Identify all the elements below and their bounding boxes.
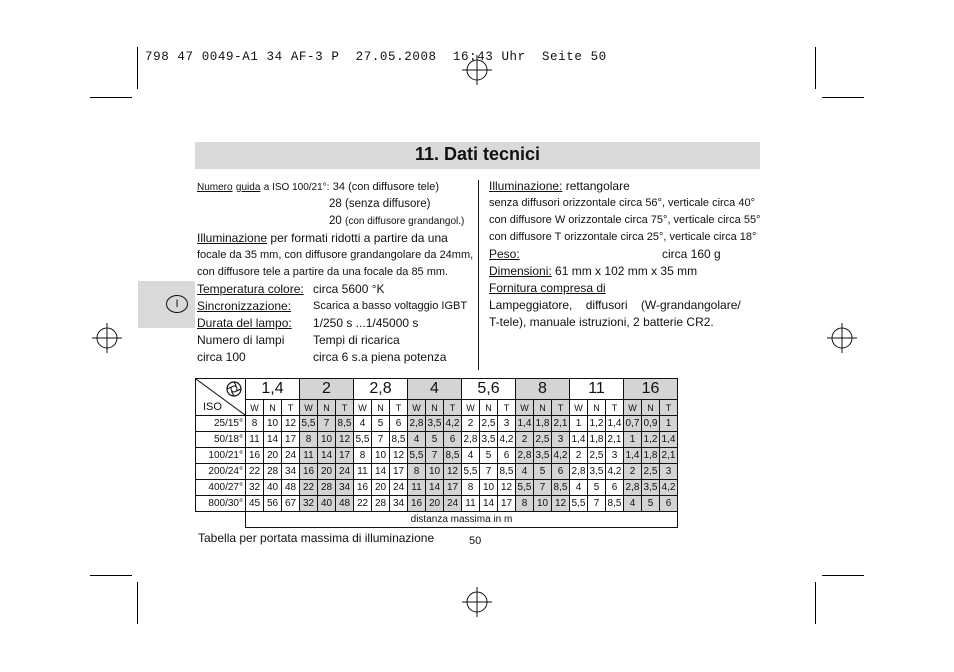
- range-cell: 6: [552, 464, 570, 480]
- aperture-header: 2,8: [354, 379, 408, 400]
- range-cell: 5,5: [300, 416, 318, 432]
- supply-text-2: T-tele), manuale istruzioni, 2 batterie CR2.: [489, 315, 714, 329]
- subheader-cell: N: [480, 400, 498, 416]
- range-cell: 10: [264, 416, 282, 432]
- range-cell: 48: [282, 480, 300, 496]
- range-cell: 5: [480, 448, 498, 464]
- subheader-row: [196, 400, 678, 416]
- table-row: [196, 464, 678, 480]
- range-cell: 1,8: [534, 416, 552, 432]
- range-cell: 6: [498, 448, 516, 464]
- crop-mark: [815, 47, 816, 89]
- range-cell: 4: [624, 496, 642, 512]
- range-cell: 12: [552, 496, 570, 512]
- range-cell: 10: [534, 496, 552, 512]
- range-cell: 2,8: [570, 464, 588, 480]
- range-cell: 1: [570, 416, 588, 432]
- range-cell: 8: [516, 496, 534, 512]
- range-cell: 11: [300, 448, 318, 464]
- iso-corner-cell: [196, 379, 246, 416]
- range-cell: 5,5: [408, 448, 426, 464]
- flashes-label: Numero di lampi: [197, 333, 285, 347]
- range-cell: 2,5: [588, 448, 606, 464]
- range-cell: 8: [408, 464, 426, 480]
- range-cell: 3: [552, 432, 570, 448]
- guide-number-bare: 28 (senza diffusore): [329, 198, 431, 210]
- aperture-header: 1,4: [246, 379, 300, 400]
- subheader-cell: W: [624, 400, 642, 416]
- range-cell: 3: [660, 464, 678, 480]
- range-cell: 34: [282, 464, 300, 480]
- range-cell: 3,5: [588, 464, 606, 480]
- iso-row-label: 400/27°: [196, 480, 246, 496]
- range-cell: 14: [372, 464, 390, 480]
- iso-row-label: 25/15°: [196, 416, 246, 432]
- range-cell: 40: [318, 496, 336, 512]
- range-cell: 22: [300, 480, 318, 496]
- range-cell: 5: [534, 464, 552, 480]
- range-cell: 10: [372, 448, 390, 464]
- range-cell: 28: [318, 480, 336, 496]
- crop-mark: [815, 582, 816, 624]
- color-temp-row: [197, 281, 467, 298]
- supply-text-1: Lampeggiatore, diffusori (W-grandangolare/: [489, 298, 741, 312]
- illumination-text: per formati ridotti a partire da una: [270, 231, 448, 245]
- range-cell: 2,8: [408, 416, 426, 432]
- range-cell: 24: [390, 480, 408, 496]
- range-cell: 20: [318, 464, 336, 480]
- aperture-header: 5,6: [462, 379, 516, 400]
- subheader-cell: N: [372, 400, 390, 416]
- flashes-value-row: [197, 349, 467, 366]
- range-cell: 17: [336, 448, 354, 464]
- subheader-cell: W: [462, 400, 480, 416]
- subheader-cell: N: [534, 400, 552, 416]
- range-cell: 2: [516, 432, 534, 448]
- range-cell: 1: [624, 432, 642, 448]
- sync-label: Sincronizzazione:: [197, 299, 292, 313]
- aperture-row: [196, 379, 678, 400]
- range-cell: 45: [246, 496, 264, 512]
- flashes-value: circa 100: [197, 350, 246, 364]
- range-cell: 34: [390, 496, 408, 512]
- range-cell: 2: [570, 448, 588, 464]
- guide-number-tele: 34 (con diffusore tele): [332, 181, 439, 193]
- subheader-cell: W: [354, 400, 372, 416]
- range-cell: 16: [354, 480, 372, 496]
- range-cell: 17: [390, 464, 408, 480]
- range-cell: 0,7: [624, 416, 642, 432]
- table-caption: Tabella per portata massima di illuminazione: [198, 531, 435, 545]
- subheader-cell: N: [642, 400, 660, 416]
- range-cell: 1,2: [588, 416, 606, 432]
- range-cell: 8,5: [606, 496, 624, 512]
- illumination-line: [197, 230, 467, 247]
- range-cell: 34: [336, 480, 354, 496]
- table-row: [196, 496, 678, 512]
- illumination-label: Illuminazione: [197, 231, 268, 245]
- guide-number-line: [197, 178, 467, 196]
- subheader-cell: T: [282, 400, 300, 416]
- range-cell: 2,8: [624, 480, 642, 496]
- range-cell: 24: [336, 464, 354, 480]
- range-cell: 12: [336, 432, 354, 448]
- sync-row: [197, 298, 467, 315]
- range-cell: 5,5: [570, 496, 588, 512]
- subheader-cell: W: [516, 400, 534, 416]
- range-cell: 32: [246, 480, 264, 496]
- range-cell: 4,2: [660, 480, 678, 496]
- table-row: [196, 432, 678, 448]
- aperture-header: 2: [300, 379, 354, 400]
- weight-row: [489, 246, 759, 263]
- range-cell: 5: [588, 480, 606, 496]
- range-cell: 3,5: [642, 480, 660, 496]
- subheader-cell: N: [318, 400, 336, 416]
- range-cell: 2,5: [480, 416, 498, 432]
- range-cell: 16: [246, 448, 264, 464]
- color-temp-label: Temperatura colore:: [197, 282, 304, 296]
- subheader-cell: N: [426, 400, 444, 416]
- range-cell: 48: [336, 496, 354, 512]
- range-cell: 0,9: [642, 416, 660, 432]
- range-cell: 3: [606, 448, 624, 464]
- range-cell: 1: [660, 416, 678, 432]
- range-cell: 20: [264, 448, 282, 464]
- range-cell: 4: [570, 480, 588, 496]
- range-cell: 8: [354, 448, 372, 464]
- table-row: [196, 448, 678, 464]
- table-footer-row: [196, 512, 678, 528]
- range-cell: 3,5: [480, 432, 498, 448]
- range-cell: 14: [426, 480, 444, 496]
- range-cell: 6: [606, 480, 624, 496]
- supply-label: Fornitura compresa di: [489, 281, 606, 295]
- dimensions-value: 61 mm x 102 mm x 35 mm: [555, 264, 698, 278]
- range-cell: 5,5: [516, 480, 534, 496]
- range-cell: 12: [390, 448, 408, 464]
- recharge-value: circa 6 s.a piena potenza: [313, 350, 447, 364]
- section-title-bar: [195, 142, 760, 169]
- dimensions-row: [489, 263, 759, 280]
- aperture-header: 4: [408, 379, 462, 400]
- range-cell: 2,8: [516, 448, 534, 464]
- range-cell: 4,2: [498, 432, 516, 448]
- range-cell: 2,1: [660, 448, 678, 464]
- range-cell: 2: [624, 464, 642, 480]
- iso-label: ISO: [203, 401, 222, 413]
- range-cell: 67: [282, 496, 300, 512]
- language-tab-label: I: [166, 295, 188, 313]
- range-cell: 1,4: [660, 432, 678, 448]
- subheader-cell: T: [660, 400, 678, 416]
- registration-mark-icon: [827, 323, 857, 353]
- range-cell: 8,5: [444, 448, 462, 464]
- subheader-cell: T: [444, 400, 462, 416]
- range-cell: 12: [282, 416, 300, 432]
- guide-number-label-1: Numero: [197, 182, 233, 193]
- range-cell: 17: [498, 496, 516, 512]
- range-cell: 6: [390, 416, 408, 432]
- iso-row-label: 800/30°: [196, 496, 246, 512]
- page-title: 11. Dati tecnici: [414, 144, 541, 164]
- range-cell: 11: [462, 496, 480, 512]
- recharge-label: Tempi di ricarica: [313, 333, 400, 347]
- range-cell: 5: [372, 416, 390, 432]
- range-cell: 20: [372, 480, 390, 496]
- range-cell: 11: [408, 480, 426, 496]
- registration-mark-icon: [92, 323, 122, 353]
- subheader-cell: T: [606, 400, 624, 416]
- coverage-w-diffuser: con diffusore W orizzontale circa 75°, verticale circa 55°: [489, 214, 761, 226]
- range-cell: 20: [426, 496, 444, 512]
- range-table: [195, 378, 678, 528]
- dimensions-label: Dimensioni:: [489, 264, 552, 278]
- range-cell: 1,4: [624, 448, 642, 464]
- guide-number-wide-note: (con diffusore grandangol.): [345, 216, 465, 227]
- range-cell: 2: [462, 416, 480, 432]
- range-cell: 12: [444, 464, 462, 480]
- range-cell: 8: [246, 416, 264, 432]
- subheader-cell: N: [264, 400, 282, 416]
- range-cell: 5: [426, 432, 444, 448]
- range-cell: 7: [318, 416, 336, 432]
- guide-number-wide-value: 20: [329, 215, 342, 227]
- subheader-cell: W: [300, 400, 318, 416]
- range-cell: 8,5: [552, 480, 570, 496]
- registration-mark-icon: [462, 587, 492, 617]
- range-cell: 2,5: [534, 432, 552, 448]
- range-cell: 5,5: [462, 464, 480, 480]
- range-cell: 8,5: [336, 416, 354, 432]
- range-cell: 40: [264, 480, 282, 496]
- subheader-cell: W: [408, 400, 426, 416]
- range-cell: 22: [246, 464, 264, 480]
- duration-row: [197, 315, 467, 332]
- range-cell: 16: [408, 496, 426, 512]
- table-row: [196, 416, 678, 432]
- range-cell: 4,2: [552, 448, 570, 464]
- guide-number-label-2: guida: [235, 182, 261, 193]
- coverage-no-diffuser: senza diffusori orizzontale circa 56°, verticale circa 40°: [489, 197, 755, 209]
- crop-mark: [137, 582, 138, 624]
- range-cell: 14: [480, 496, 498, 512]
- print-header: 798 47 0049-A1 34 AF-3 P 27.05.2008 16:43 Uhr Seite 50: [145, 50, 607, 64]
- range-cell: 3,5: [534, 448, 552, 464]
- table-footer: distanza massima in m: [246, 512, 678, 528]
- range-cell: 1,4: [570, 432, 588, 448]
- range-cell: 1,8: [588, 432, 606, 448]
- coverage-row: [489, 178, 759, 195]
- crop-mark: [90, 575, 132, 576]
- range-cell: 10: [318, 432, 336, 448]
- range-cell: 1,8: [642, 448, 660, 464]
- weight-value: circa 160 g: [662, 247, 721, 261]
- range-cell: 7: [372, 432, 390, 448]
- range-cell: 7: [588, 496, 606, 512]
- coverage-value: rettangolare: [565, 179, 630, 193]
- range-cell: 6: [444, 432, 462, 448]
- subheader-cell: W: [570, 400, 588, 416]
- range-cell: 4: [408, 432, 426, 448]
- range-cell: 8,5: [498, 464, 516, 480]
- range-cell: 22: [354, 496, 372, 512]
- range-cell: 32: [300, 496, 318, 512]
- range-cell: 56: [264, 496, 282, 512]
- footer-spacer: [196, 512, 246, 528]
- column-divider: [478, 180, 479, 370]
- range-cell: 3,5: [426, 416, 444, 432]
- range-cell: 28: [264, 464, 282, 480]
- range-cell: 8,5: [390, 432, 408, 448]
- language-tab: [138, 281, 195, 328]
- range-cell: 7: [480, 464, 498, 480]
- iso-row-label: 100/21°: [196, 448, 246, 464]
- left-column: [197, 178, 474, 366]
- subheader-cell: T: [390, 400, 408, 416]
- duration-label: Durata del lampo:: [197, 316, 292, 330]
- aperture-header: 8: [516, 379, 570, 400]
- subheader-cell: W: [246, 400, 264, 416]
- range-cell: 11: [246, 432, 264, 448]
- illumination-text-2: focale da 35 mm, con diffusore grandangolare da 24mm,: [197, 249, 474, 261]
- range-cell: 4: [354, 416, 372, 432]
- range-cell: 4,2: [444, 416, 462, 432]
- crop-mark: [822, 575, 864, 576]
- range-cell: 24: [282, 448, 300, 464]
- range-cell: 6: [660, 496, 678, 512]
- subheader-cell: T: [336, 400, 354, 416]
- aperture-header: 16: [624, 379, 678, 400]
- flashes-row: [197, 332, 467, 349]
- range-cell: 1,4: [606, 416, 624, 432]
- range-cell: 7: [534, 480, 552, 496]
- range-cell: 11: [354, 464, 372, 480]
- aperture-header: 11: [570, 379, 624, 400]
- range-cell: 4: [462, 448, 480, 464]
- sync-value: Scarica a basso voltaggio IGBT: [313, 300, 468, 312]
- page-number: 50: [469, 535, 482, 547]
- aperture-icon: [226, 381, 242, 397]
- iso-row-label: 200/24°: [196, 464, 246, 480]
- range-cell: 8: [300, 432, 318, 448]
- guide-number-wide-line: [197, 213, 467, 230]
- range-cell: 10: [426, 464, 444, 480]
- range-cell: 1,4: [516, 416, 534, 432]
- crop-mark: [822, 97, 864, 98]
- crop-mark: [90, 97, 132, 98]
- duration-value: 1/250 s ...1/45000 s: [313, 316, 419, 330]
- iso-row-label: 50/18°: [196, 432, 246, 448]
- range-cell: 28: [372, 496, 390, 512]
- illumination-text-3: con diffusore tele a partire da una focale da 85 mm.: [197, 266, 449, 278]
- range-cell: 4,2: [606, 464, 624, 480]
- range-cell: 12: [498, 480, 516, 496]
- range-cell: 24: [444, 496, 462, 512]
- range-cell: 2,1: [552, 416, 570, 432]
- table-row: [196, 480, 678, 496]
- color-temp-value: circa 5600 °K: [313, 282, 385, 296]
- crop-mark: [137, 47, 138, 89]
- subheader-cell: N: [588, 400, 606, 416]
- range-cell: 8: [462, 480, 480, 496]
- range-cell: 2,1: [606, 432, 624, 448]
- range-cell: 3: [498, 416, 516, 432]
- range-cell: 2,5: [642, 464, 660, 480]
- range-cell: 7: [426, 448, 444, 464]
- subheader-cell: T: [552, 400, 570, 416]
- subheader-cell: T: [498, 400, 516, 416]
- range-cell: 5,5: [354, 432, 372, 448]
- range-cell: 16: [300, 464, 318, 480]
- range-cell: 10: [480, 480, 498, 496]
- range-cell: 4: [516, 464, 534, 480]
- coverage-label: Illuminazione:: [489, 179, 563, 193]
- guide-number-label-3: a ISO 100/21°:: [263, 182, 330, 193]
- range-cell: 1,2: [642, 432, 660, 448]
- coverage-t-diffuser: con diffusore T orizzontale circa 25°, verticale circa 18°: [489, 231, 757, 243]
- range-cell: 5: [642, 496, 660, 512]
- range-cell: 14: [264, 432, 282, 448]
- range-cell: 2,8: [462, 432, 480, 448]
- range-cell: 17: [444, 480, 462, 496]
- range-cell: 14: [318, 448, 336, 464]
- weight-label: Peso:: [489, 247, 520, 261]
- range-cell: 17: [282, 432, 300, 448]
- right-column: [489, 178, 759, 331]
